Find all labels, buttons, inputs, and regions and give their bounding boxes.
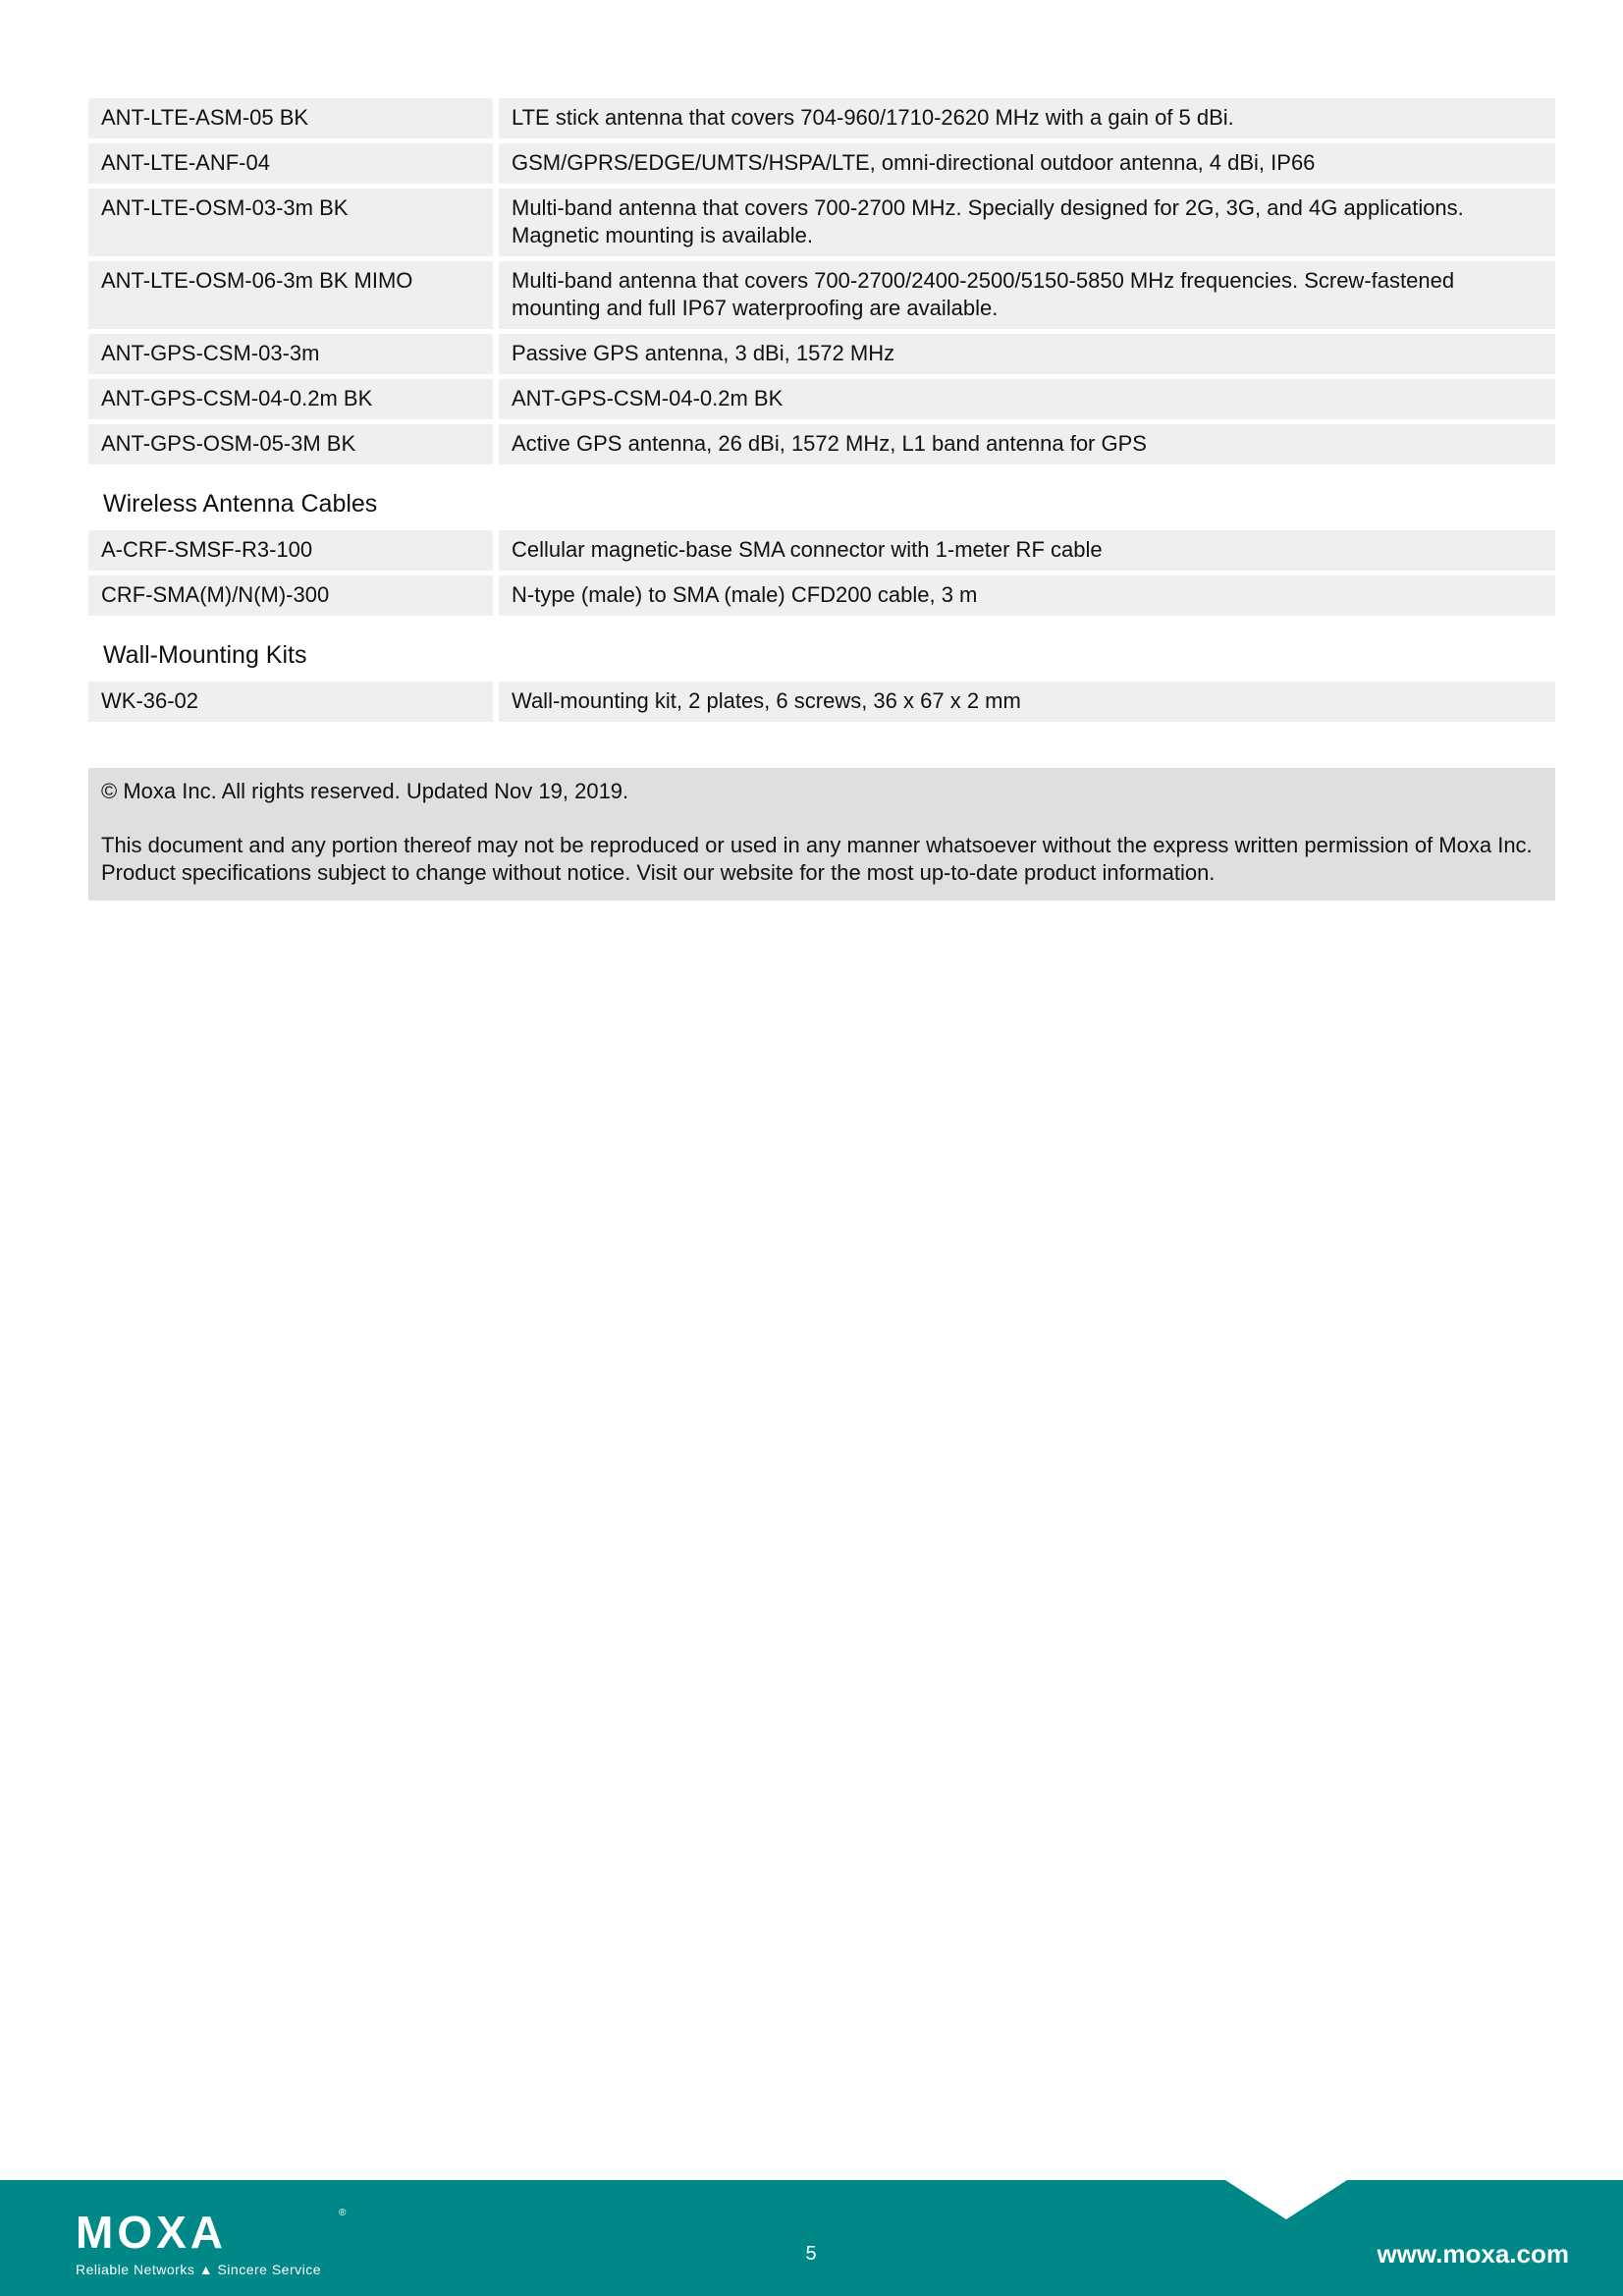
description-cell: Cellular magnetic-base SMA connector with 1-meter RF cable [499, 530, 1555, 571]
description-cell: Passive GPS antenna, 3 dBi, 1572 MHz [499, 334, 1555, 374]
model-cell: ANT-GPS-OSM-05-3M BK [88, 424, 493, 465]
table-row [88, 424, 1555, 465]
table-row [88, 189, 1555, 256]
table-row [88, 143, 1555, 184]
cables-table [88, 530, 1555, 616]
description-cell: ANT-GPS-CSM-04-0.2m BK [499, 379, 1555, 419]
table-row [88, 530, 1555, 571]
table-row [88, 682, 1555, 722]
model-cell: ANT-LTE-OSM-06-3m BK MIMO [88, 261, 493, 329]
description-cell: LTE stick antenna that covers 704-960/1710-2620 MHz with a gain of 5 dBi. [499, 98, 1555, 138]
copyright-notice [88, 768, 1555, 901]
model-cell: ANT-GPS-CSM-03-3m [88, 334, 493, 374]
description-cell: Multi-band antenna that covers 700-2700 MHz. Specially designed for 2G, 3G, and 4G applications. Magnetic mounting is available. [499, 189, 1555, 256]
table-row [88, 261, 1555, 329]
copyright-line: © Moxa Inc. All rights reserved. Updated Nov 19, 2019. [101, 779, 629, 803]
model-cell: ANT-LTE-ANF-04 [88, 143, 493, 184]
table-row [88, 98, 1555, 138]
model-cell: ANT-LTE-OSM-03-3m BK [88, 189, 493, 256]
description-cell: N-type (male) to SMA (male) CFD200 cable, 3 m [499, 575, 1555, 616]
website-link[interactable]: www.moxa.com [1377, 2239, 1569, 2269]
footer-notch [1225, 2180, 1347, 2219]
section-title-antenna-cables: Wireless Antenna Cables [103, 490, 378, 518]
description-cell: Wall-mounting kit, 2 plates, 6 screws, 36 x 67 x 2 mm [499, 682, 1555, 722]
page-number: 5 [805, 2243, 817, 2265]
model-cell: ANT-GPS-CSM-04-0.2m BK [88, 379, 493, 419]
logo-wordmark: MOXA [76, 2207, 227, 2258]
table-row [88, 334, 1555, 374]
disclaimer-text: This document and any portion thereof may not be reproduced or used in any manner whatsoever without the express written permission of Moxa Inc. Product specifications subject to change without notice. Visit our website for the most up-to-date product information. [101, 833, 1533, 885]
model-cell: CRF-SMA(M)/N(M)-300 [88, 575, 493, 616]
model-cell: WK-36-02 [88, 682, 493, 722]
logo-tagline: Reliable Networks ▲ Sincere Service [76, 2262, 321, 2277]
section-title-wall-mounting-kits: Wall-Mounting Kits [103, 641, 307, 669]
table-row [88, 379, 1555, 419]
model-cell: ANT-LTE-ASM-05 BK [88, 98, 493, 138]
description-cell: Multi-band antenna that covers 700-2700/2400-2500/5150-5850 MHz frequencies. Screw-fastened mounting and full IP67 waterproofing are available. [499, 261, 1555, 329]
spec-content [88, 98, 1555, 727]
description-cell: GSM/GPRS/EDGE/UMTS/HSPA/LTE, omni-directional outdoor antenna, 4 dBi, IP66 [499, 143, 1555, 184]
moxa-logo [76, 2207, 351, 2278]
model-cell: A-CRF-SMSF-R3-100 [88, 530, 493, 571]
antenna-table [88, 98, 1555, 465]
registered-mark: ® [339, 2208, 347, 2218]
table-row [88, 575, 1555, 616]
description-cell: Active GPS antenna, 26 dBi, 1572 MHz, L1 band antenna for GPS [499, 424, 1555, 465]
wall-kits-table [88, 682, 1555, 722]
